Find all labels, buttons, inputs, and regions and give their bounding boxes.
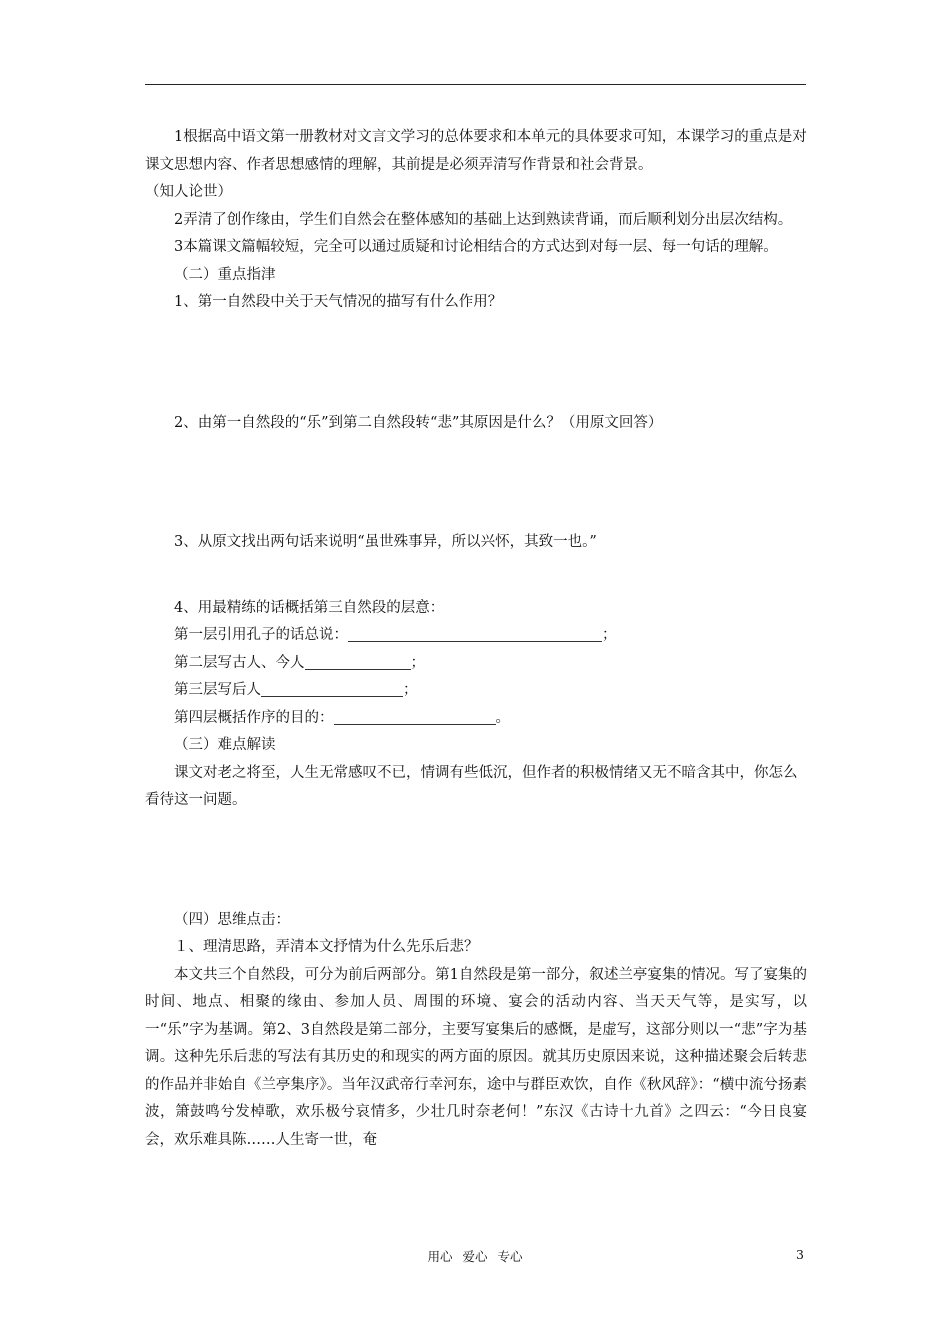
paragraph-3: 3本篇课文篇幅较短，完全可以通过质疑和讨论相结合的方式达到对每一层、每一句话的理解。 xyxy=(174,239,778,255)
question-3: 3、从原文找出两句话来说明“虽世殊事异，所以兴怀，其致一也。” xyxy=(174,534,597,550)
answer-space xyxy=(145,557,807,595)
layer-line-2: 第二层写古人、今人 ； xyxy=(174,654,425,671)
section-heading-4: （四）思维点击： xyxy=(174,911,290,928)
paragraph-1: 1根据高中语文第一册教材对文言文学习的总体要求和本单元的具体要求可知，本课学习的重点是对课文思想内容、作者思想感情的理解，其前提是必须弄清写作背景和社会背景。 （知人论世） xyxy=(145,129,807,200)
question-4: 4、用最精练的话概括第三自然段的层意： xyxy=(174,599,445,616)
question-2: 2、由第一自然段的“乐”到第二自然段转“悲”其原因是什么？（用原文回答） xyxy=(174,414,663,431)
answer-blank[interactable] xyxy=(305,653,411,670)
answer-blank[interactable] xyxy=(334,708,496,725)
section-heading-3: （三）难点解读 xyxy=(174,737,276,753)
answer-blank[interactable] xyxy=(348,625,602,642)
answer-blank[interactable] xyxy=(261,680,403,697)
thinking-question: １、理清思路，弄清本文抒情为什么先乐后悲？ xyxy=(174,939,479,955)
layer-line-1: 第一层引用孔子的话总说： ； xyxy=(174,627,617,643)
page-body xyxy=(145,124,807,1154)
difficulty-text: 课文对老之将至，人生无常感叹不已，情调有些低沉，但作者的积极情绪又无不暗含其中，你怎么看待这一问题。 xyxy=(145,764,798,808)
answer-space xyxy=(145,437,807,529)
thinking-body: 本文共三个自然段，可分为前后两部分。第1自然段是第一部分，叙述兰亭宴集的情况。写了宴集的时间、地点、相聚的缘由、参加人员、周围的环境、宴会的活动内容、当天天气等，是实写，以一“乐”字为基调。第2、3自然段是第二部分，主要写宴集后的感慨，是虚写，这部分则以一“悲”字为基调。这种先乐后悲的写法有其历史的和现实的两方面的原因。就其历史原因来说，这种描述聚会后转悲的作品并非始自《兰亭集序》。当年汉武帝行幸河东，途中与群臣欢饮，自作《秋风辞》：“横中流兮扬素波，箫鼓鸣兮发棹歌，欢乐极兮哀情多，少壮几时奈老何！”东汉《古诗十九首》之四云：“今日良宴会，欢乐难具陈……人生寄一世，奄 xyxy=(145,966,807,1148)
page-number: 3 xyxy=(796,1247,804,1262)
layer-line-3: 第三层写后人 ； xyxy=(174,682,418,698)
question-1: 1、第一自然段中关于天气情况的描写有什么作用？ xyxy=(174,294,503,310)
answer-space xyxy=(145,317,807,410)
answer-space xyxy=(145,815,807,907)
header-rule xyxy=(145,84,806,85)
section-heading-2: （二）重点指津 xyxy=(174,266,276,283)
footer-motto: 用心 爱心 专心 xyxy=(427,1249,523,1264)
paragraph-2: 2弄清了创作缘由，学生们自然会在整体感知的基础上达到熟读背诵，而后顺利划分出层次结构。 xyxy=(174,211,793,228)
layer-line-4: 第四层概括作序的目的： 。 xyxy=(174,709,510,726)
